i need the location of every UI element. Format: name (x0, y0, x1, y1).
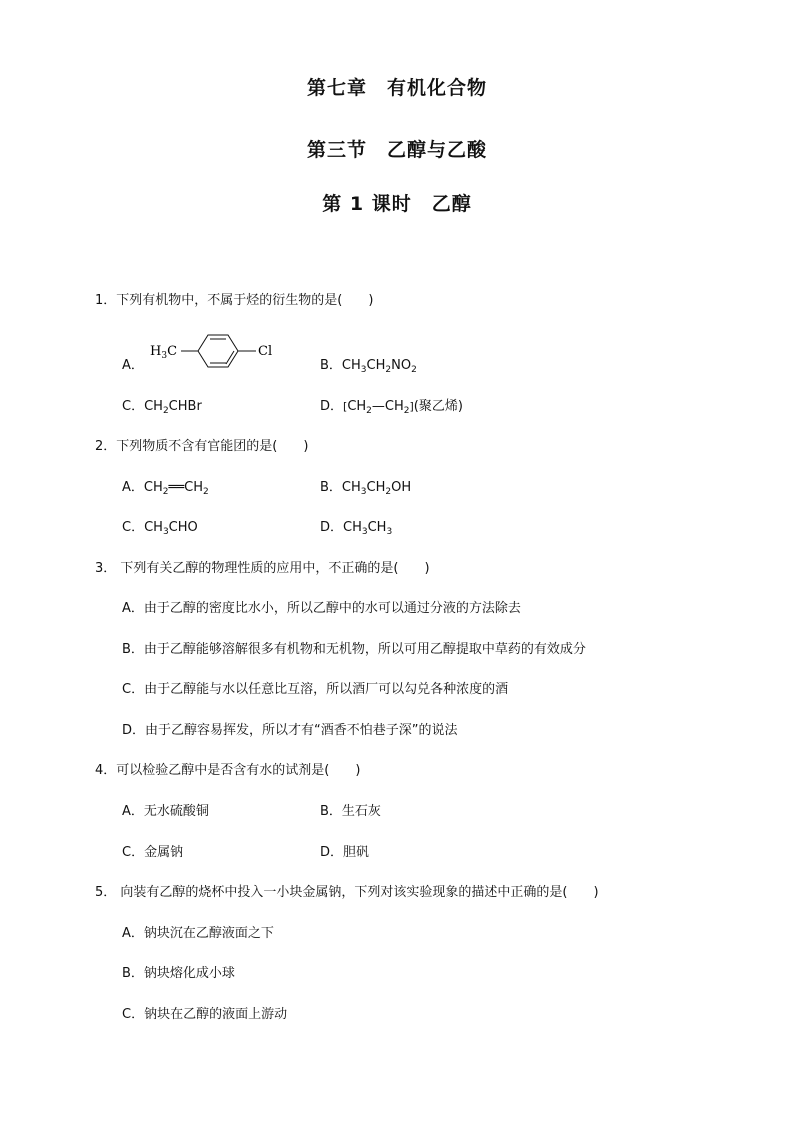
q2-option-a: A．$CH_2══CH_2$ (122, 480, 209, 497)
q2-option-d: D．$CH_3CH_3$ (320, 520, 393, 537)
q3-option-c: C．由于乙醇能与水以任意比互溶，所以酒厂可以勾兑各种浓度的酒 (122, 682, 509, 697)
q4-option-d: D．胆矾 (320, 845, 370, 860)
q1-option-d: D．$[CH_2—CH_2]$(聚乙烯) (320, 399, 463, 416)
q4-option-b: B．生石灰 (320, 804, 381, 819)
q5-option-c: C．钠块在乙醇的液面上游动 (122, 1007, 288, 1022)
q4-option-a: A．无水硫酸铜 (122, 804, 209, 819)
question-1-stem: 1．下列有机物中，不属于烃的衍生物的是( ) (95, 293, 374, 308)
q1-option-c: C．$CH_2CHBr$ (122, 399, 202, 416)
q5-option-b: B．钠块熔化成小球 (122, 966, 235, 981)
q2-option-c: C．$CH_3CHO$ (122, 520, 198, 537)
svg-text:H3C: $H_3C$ (150, 344, 178, 361)
p-chlorotoluene-structure (150, 333, 280, 369)
q5-option-a: A．钠块沉在乙醇液面之下 (122, 926, 274, 941)
q4-option-c: C．金属钠 (122, 845, 184, 860)
q2-option-b: B．$CH_3CH_2OH$ (320, 480, 412, 497)
q3-option-d: D．由于乙醇容易挥发，所以才有“酒香不怕巷子深”的说法 (122, 723, 458, 738)
section-title: 第三节 乙醇与乙酸 (306, 139, 487, 161)
question-4-stem: 4．可以检验乙醇中是否含有水的试剂是( ) (95, 763, 361, 778)
question-3-stem: 3． 下列有关乙醇的物理性质的应用中，不正确的是( ) (95, 561, 430, 576)
q3-option-a: A．由于乙醇的密度比水小，所以乙醇中的水可以通过分液的方法除去 (122, 601, 521, 616)
chapter-title: 第七章 有机化合物 (306, 77, 487, 99)
question-5-stem: 5． 向装有乙醇的烧杯中投入一小块金属钠，下列对该实验现象的描述中正确的是( ) (95, 885, 599, 900)
q3-option-b: B．由于乙醇能够溶解很多有机物和无机物，所以可用乙醇提取中草药的有效成分 (122, 642, 586, 657)
q1-option-a-label: A． (122, 358, 144, 373)
struct-cl-label: Cl (258, 344, 273, 359)
struct-h3c-label: H (150, 344, 162, 359)
q1-option-b: B．$CH_3CH_2NO_2$ (320, 358, 417, 375)
question-2-stem: 2．下列物质不含有官能团的是( ) (95, 439, 309, 454)
lesson-title: 第 1 课时 乙醇 (322, 193, 472, 215)
